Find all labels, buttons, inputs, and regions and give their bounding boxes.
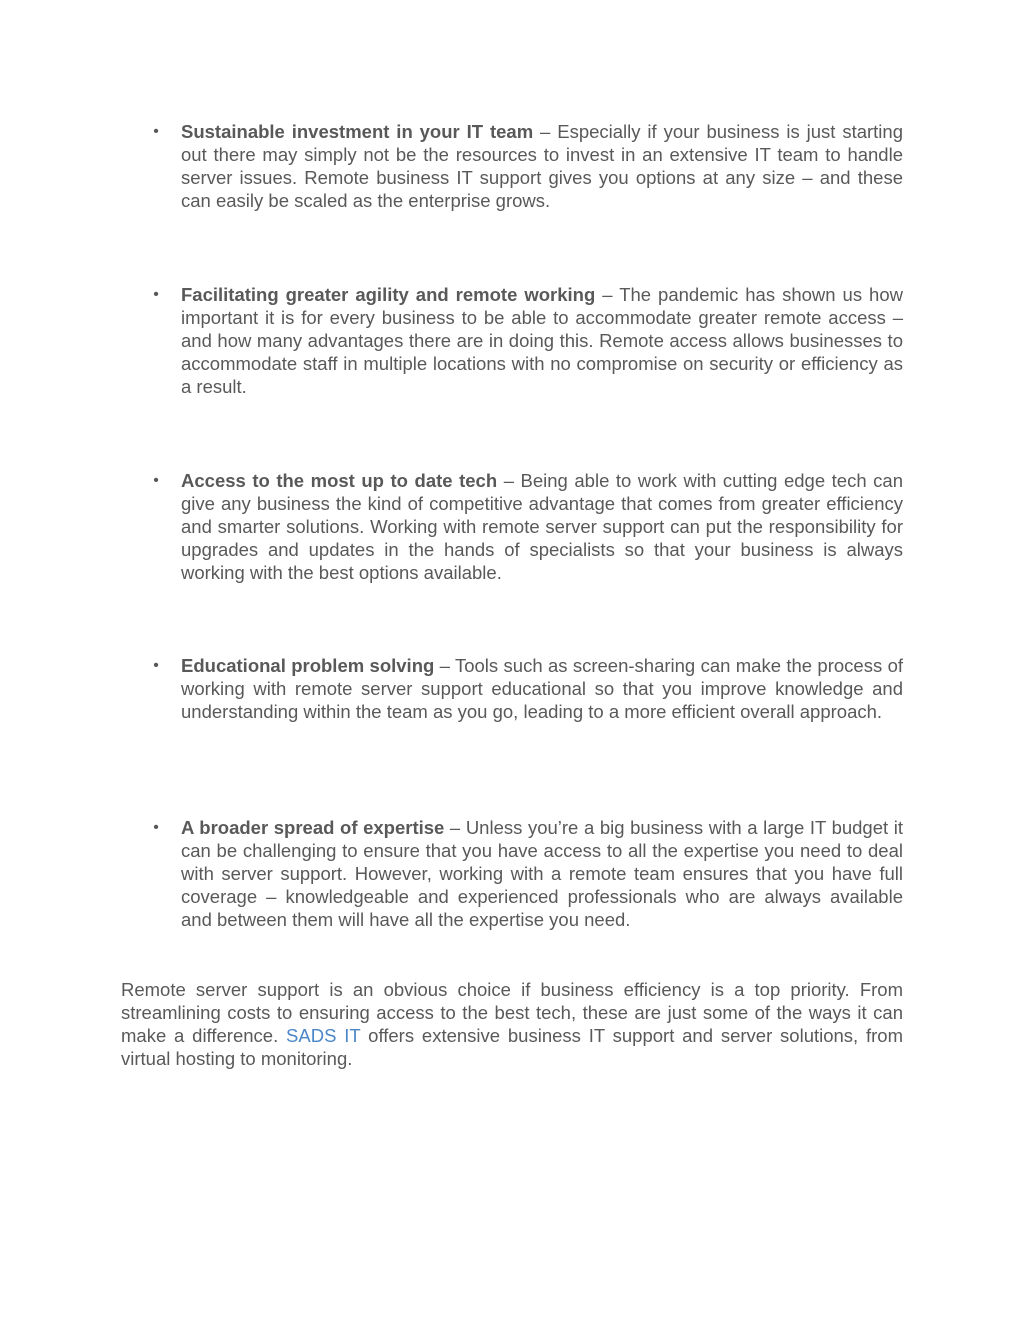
closing-paragraph: [121, 978, 903, 1070]
closing-text-after-link: offers extensive business IT support and server solutions, from virtual hosting to monitoring.: [121, 1025, 904, 1069]
bullet-title: Facilitating greater agility and remote working: [181, 284, 596, 305]
bullet-text: – Especially if your business is just starting out there may simply not be the resources to invest in an extensive IT team to handle server issues. Remote business IT support gives you options at any size – and these can easily be scaled as the enterprise grows.: [181, 121, 903, 211]
list-item: [153, 120, 903, 212]
sads-it-link[interactable]: SADS IT: [286, 1025, 361, 1046]
closing-text-before-link: Remote server support is an obvious choice if business efficiency is a top priority. From streamlining costs to ensuring access to the best tech, these are just some of the ways it can make a difference.: [121, 979, 903, 1046]
list-item: [153, 469, 903, 584]
list-item: [153, 654, 903, 723]
bullet-text: – Tools such as screen-sharing can make the process of working with remote server support educational so that you improve knowledge and understanding within the team as you go, leading to a more efficient overall approach.: [181, 655, 903, 722]
list-item: [153, 283, 903, 398]
bullet-icon: •: [153, 123, 159, 140]
bullet-icon: •: [153, 286, 159, 303]
bullet-text: – Unless you’re a big business with a large IT budget it can be challenging to ensure that you have access to all the expertise you need to deal with server support. However, working with a remote team ensures that you have full coverage – knowledgeable and experienced professionals who are always available and between them will have all the expertise you need.: [181, 817, 903, 930]
bullet-icon: •: [153, 819, 159, 836]
bullet-icon: •: [153, 657, 159, 674]
bullet-title: Access to the most up to date tech: [181, 470, 498, 491]
bullet-title: Educational problem solving: [181, 655, 435, 676]
bullet-text: – The pandemic has shown us how important it is for every business to be able to accommodate greater remote access – and how many advantages there are in doing this. Remote access allows businesses to accommodate staff in multiple locations with no compromise on security or efficiency as a result.: [181, 284, 903, 397]
bullet-title: A broader spread of expertise: [181, 817, 445, 838]
bullet-icon: •: [153, 472, 159, 489]
list-item: [153, 816, 903, 931]
bullet-title: Sustainable investment in your IT team: [181, 121, 534, 142]
bullet-text: – Being able to work with cutting edge tech can give any business the kind of competitive advantage that comes from greater efficiency and smarter solutions. Working with remote server support can put the responsibility for upgrades and updates in the hands of specialists so that your business is always working with the best options available.: [181, 470, 903, 583]
